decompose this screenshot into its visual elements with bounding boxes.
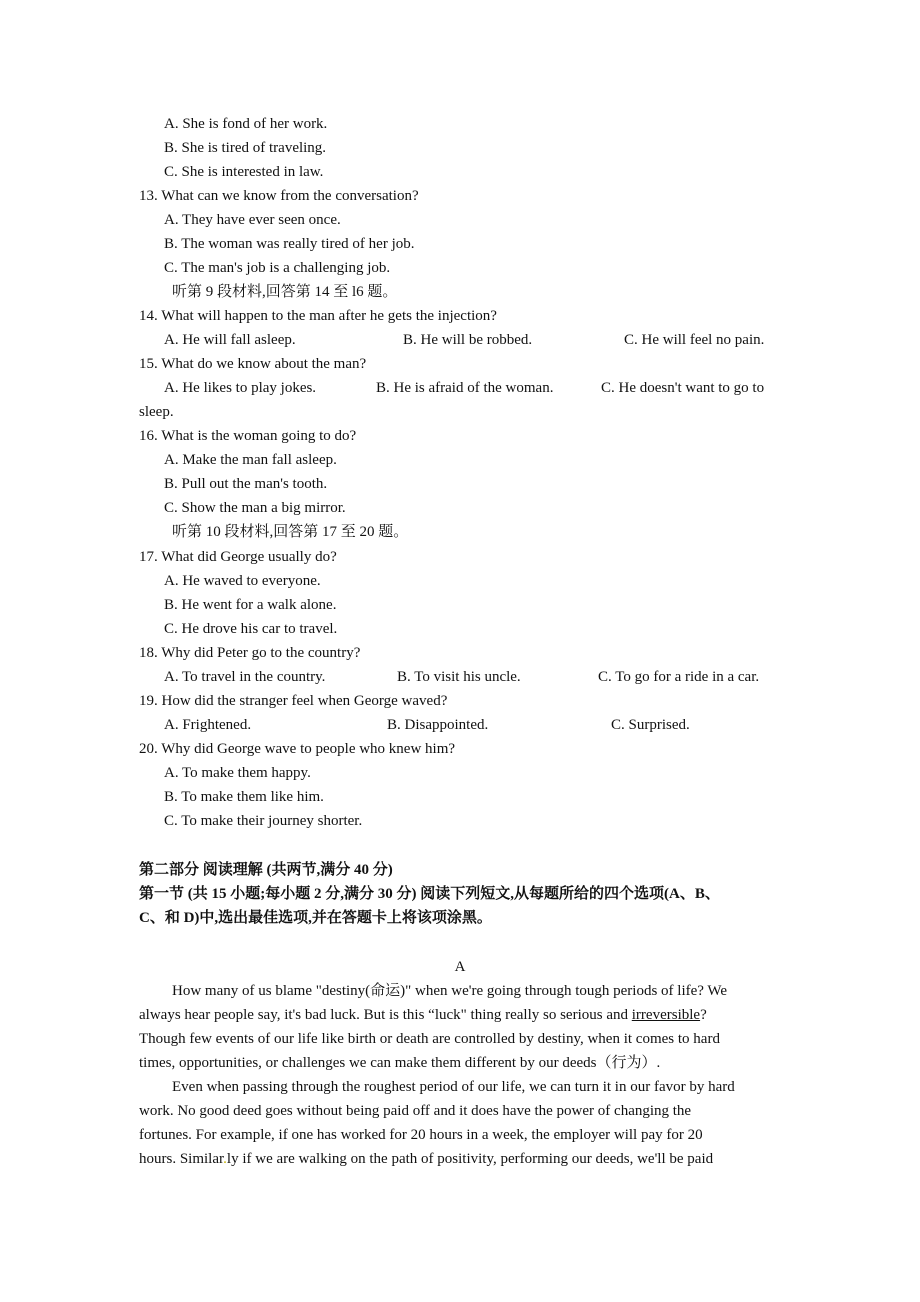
q18-option-c: C. To go for a ride in a car. bbox=[598, 669, 760, 685]
p2-line-2: work. No good deed goes without being paid off and it does have the power of changing the bbox=[139, 1103, 692, 1119]
section1-instructions-line2: C、和 D)中,选出最佳选项,并在答题卡上将该项涂黑。 bbox=[139, 910, 492, 926]
p1-line-2-end: ? bbox=[700, 1007, 707, 1023]
q19-option-b: B. Disappointed. bbox=[387, 717, 489, 733]
q16-option-c: C. Show the man a big mirror. bbox=[164, 500, 346, 516]
p2-line-4-start: hours. Similar bbox=[139, 1151, 224, 1167]
q12-option-a: A. She is fond of her work. bbox=[164, 116, 328, 132]
q19-question: 19. How did the stranger feel when George waved? bbox=[139, 693, 448, 709]
q14-option-c: C. He will feel no pain. bbox=[624, 332, 765, 348]
q19-option-a: A. Frightened. bbox=[164, 717, 252, 733]
passage-paragraph-1 bbox=[139, 979, 784, 1075]
q15-question: 15. What do we know about the man? bbox=[139, 356, 367, 372]
p1-line-3: Though few events of our life like birth or death are controlled by destiny, when it comes to hard bbox=[139, 1031, 720, 1047]
stray-mark: . bbox=[223, 1151, 227, 1167]
q16-option-b: B. Pull out the man's tooth. bbox=[164, 476, 328, 492]
q13-option-b: B. The woman was really tired of her job. bbox=[164, 236, 415, 252]
q14-option-a: A. He will fall asleep. bbox=[164, 332, 296, 348]
p1-line-2-text: always hear people say, it's bad luck. But is this “luck" thing really so serious and bbox=[139, 1007, 632, 1023]
q19-option-c: C. Surprised. bbox=[611, 717, 690, 733]
p2-line-1: Even when passing through the roughest period of our life, we can turn it in our favor by hard bbox=[172, 1079, 735, 1095]
q15-option-b: B. He is afraid of the woman. bbox=[376, 380, 554, 396]
q20-option-c: C. To make their journey shorter. bbox=[164, 813, 363, 829]
q15-option-c-continued: sleep. bbox=[139, 404, 174, 420]
listening-note-9: 听第 9 段材料,回答第 14 至 l6 题。 bbox=[172, 284, 398, 300]
q17-option-b: B. He went for a walk alone. bbox=[164, 597, 337, 613]
q18-option-b: B. To visit his uncle. bbox=[397, 669, 521, 685]
section1-instructions-line1: 第一节 (共 15 小题;每小题 2 分,满分 30 分) 阅读下列短文,从每题所给的四个选项(A、B、 bbox=[139, 886, 720, 902]
q14-option-b: B. He will be robbed. bbox=[403, 332, 533, 348]
q20-option-a: A. To make them happy. bbox=[164, 765, 311, 781]
p2-line-4 bbox=[139, 1147, 784, 1171]
passage-paragraph-2 bbox=[139, 1075, 784, 1171]
p1-line-2 bbox=[139, 1003, 784, 1027]
q15-option-a: A. He likes to play jokes. bbox=[164, 380, 317, 396]
q12-option-b: B. She is tired of traveling. bbox=[164, 140, 327, 156]
p1-line-1: How many of us blame "destiny(命运)" when we're going through tough periods of life? We bbox=[172, 983, 728, 999]
q12-option-c: C. She is interested in law. bbox=[164, 164, 324, 180]
q16-question: 16. What is the woman going to do? bbox=[139, 428, 357, 444]
q14-question: 14. What will happen to the man after he gets the injection? bbox=[139, 308, 497, 324]
q16-option-a: A. Make the man fall asleep. bbox=[164, 452, 337, 468]
q18-question: 18. Why did Peter go to the country? bbox=[139, 645, 361, 661]
q17-option-a: A. He waved to everyone. bbox=[164, 573, 321, 589]
part2-heading: 第二部分 阅读理解 (共两节,满分 40 分) bbox=[139, 862, 393, 878]
q13-option-c: C. The man's job is a challenging job. bbox=[164, 260, 391, 276]
q20-question: 20. Why did George wave to people who knew him? bbox=[139, 741, 456, 757]
q18-option-a: A. To travel in the country. bbox=[164, 669, 326, 685]
q17-option-c: C. He drove his car to travel. bbox=[164, 621, 338, 637]
q15-option-c: C. He doesn't want to go to bbox=[601, 380, 765, 396]
passage-label: A bbox=[454, 959, 466, 975]
q20-option-b: B. To make them like him. bbox=[164, 789, 324, 805]
q13-option-a: A. They have ever seen once. bbox=[164, 212, 341, 228]
p2-line-4-rest: ly if we are walking on the path of positivity, performing our deeds, we'll be paid bbox=[226, 1151, 714, 1167]
underlined-word: irreversible bbox=[631, 1007, 701, 1023]
q13-question: 13. What can we know from the conversation? bbox=[139, 188, 419, 204]
listening-note-10: 听第 10 段材料,回答第 17 至 20 题。 bbox=[172, 524, 409, 540]
q17-question: 17. What did George usually do? bbox=[139, 549, 337, 565]
p1-line-4: times, opportunities, or challenges we can make them different by our deeds（行为）. bbox=[139, 1055, 661, 1071]
p2-line-3: fortunes. For example, if one has worked for 20 hours in a week, the employer will pay for 20 bbox=[139, 1127, 703, 1143]
